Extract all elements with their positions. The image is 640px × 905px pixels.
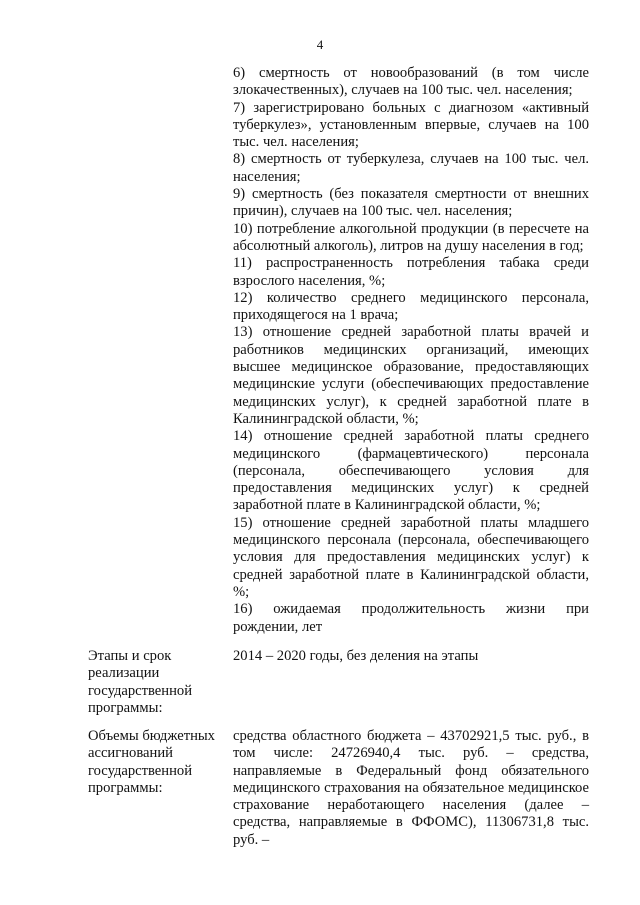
page-number: 4 <box>316 37 324 52</box>
indicator-item: 11) распространенность потребления табака среди взрослого населения, %; <box>233 255 589 289</box>
indicator-item: 12) количество среднего медицинского персонала, приходящегося на 1 врача; <box>233 289 589 324</box>
stages-label: Этапы и срок реализации государственной программы: <box>88 648 193 716</box>
budget-value: средства областного бюджета – 43702921,5 тыс. руб., в том числе: 24726940,4 тыс. руб. – средства, направляемые в Федеральный фонд обязательного медицинского страхования на обязательное медицинское страхование неработающего населения (далее – средства, направляемые в ФФОМС), 11306731,8 тыс. руб. – <box>233 728 589 848</box>
indicator-item: 13) отношение средней заработной платы врачей и работников медицинских организаций, имеющих высшее медицинское образование, предоставляющих медицинские услуги (обеспечивающих предоставление медицинских услуг), к средней заработной плате в Калининградской области, %; <box>233 324 589 427</box>
indicator-item: 16) ожидаемая продолжительность жизни при рождении, лет <box>233 601 589 635</box>
indicator-item: 6) смертность от новообразований (в том числе злокачественных), случаев на 100 тыс. чел. населения; <box>233 65 589 99</box>
indicator-item: 10) потребление алкогольной продукции (в пересчете на абсолютный алкоголь), литров на душу населения в год; <box>233 220 589 254</box>
stages-value: 2014 – 2020 годы, без деления на этапы <box>233 648 479 664</box>
indicator-item: 7) зарегистрировано больных с диагнозом «активный туберкулез», установленным впервые, случаев на 100 тыс. чел. населения; <box>233 99 589 151</box>
indicator-item: 15) отношение средней заработной платы младшего медицинского персонала (персонала, обеспечивающего условия для предоставления медицинских услуг) к средней заработной плате в Калининградской области, %; <box>233 514 589 600</box>
indicator-item: 8) смертность от туберкулеза, случаев на 100 тыс. чел. населения; <box>233 151 589 185</box>
indicator-item: 9) смертность (без показателя смертности от внешних причин), случаев на 100 тыс. чел. населения; <box>233 186 589 220</box>
indicator-item: 14) отношение средней заработной платы среднего медицинского (фармацевтического) персонала (персонала, обеспечивающего условия для предоставления медицинских услуг) к средней заработной плате в Калининградской области, %; <box>233 428 589 514</box>
indicators-list <box>233 65 589 636</box>
budget-label: Объемы бюджетных ассигнований государственной программы: <box>88 728 215 796</box>
